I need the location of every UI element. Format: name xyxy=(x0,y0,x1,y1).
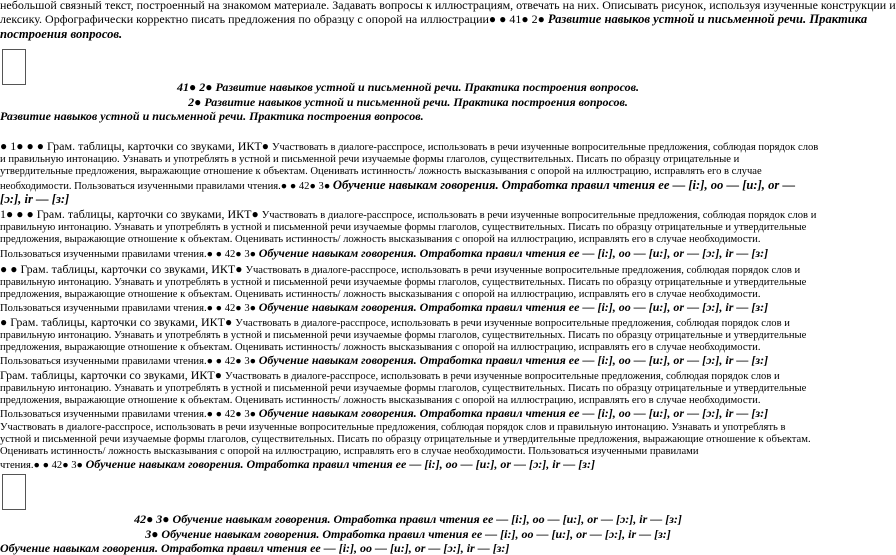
heading-line: Обучение навыкам говорения. Отработка правил чтения ee — [i:], oo — [u:], or — [ɔ:], ir — [з:] xyxy=(0,541,510,555)
block-line: предложения, выражающие отношение к объектам. Оценивать истинность/ ложность высказывания с опорой на иллюстрацию, исправлять его в случае необходимости. xyxy=(0,395,761,406)
block-line: правильную интонацию. Узнавать и употреблять в устной и письменной речи изучаемые формы глаголов, существительных. Писать по образцу отрицательные и утвердительные xyxy=(0,383,807,394)
intro-line: лексику. Орфографически корректно писать предложения по образцу с опорой на иллюстрации● ● 41● 2● Развитие навыков устной и письменной речи. Практика xyxy=(0,12,868,26)
block-line: Оценивать истинность/ ложность высказывания с опорой на иллюстрацию, исправлять его в случае необходимости. Пользоваться изученными правилами xyxy=(0,446,699,457)
intro-line: небольшой связный текст, построенный на знакомом материале. Задавать вопросы к иллюстрациям, отвечать на них. Описывать рисунок, используя изученные конструкции и xyxy=(0,0,896,12)
heading-line: 3● Обучение навыкам говорения. Отработка правил чтения ee — [i:], oo — [u:], or — [ɔ:], ir — [з:] xyxy=(145,527,671,541)
block-line: Пользоваться изученными правилами чтения.● ● 42● 3● Обучение навыкам говорения. Отработка правил чтения ee — [i:], oo — [u:], or — [ɔ:], ir — [з:] xyxy=(0,246,769,260)
intro-line: построения вопросов. xyxy=(0,27,123,41)
block-line: ● Грам. таблицы, карточки со звуками, ИКТ● Участвовать в диалоге-расспросе, использовать в речи изученные вопросительные предложения, соблюдая порядок слов и xyxy=(0,315,790,329)
block-line: и правильную интонацию. Узнавать и употреблять в устной и письменной речи изучаемые формы глаголов, существительных. Писать по образцу отрицательные и xyxy=(0,154,740,165)
block-line: [ɔ:], ir — [з:] xyxy=(0,192,70,206)
heading-line: Развитие навыков устной и письменной речи. Практика построения вопросов. xyxy=(0,109,424,123)
block-line: устной и письменной речи изучаемые формы глаголов, существительных. Писать по образцу отрицательные и утвердительные предложения, выражающие отношение к объектам. xyxy=(0,434,811,445)
block-line: чтения.● ● 42● 3● Обучение навыкам говорения. Отработка правил чтения ee — [i:], oo — [u:], or — [ɔ:], ir — [з:] xyxy=(0,457,595,471)
block-line: ● ● Грам. таблицы, карточки со звуками, ИКТ● Участвовать в диалоге-расспросе, использовать в речи изученные вопросительные предложения, соблюдая порядок слов и xyxy=(0,262,801,276)
heading-line: 41● 2● Развитие навыков устной и письменной речи. Практика построения вопросов. xyxy=(176,80,640,94)
block-line: Участвовать в диалоге-расспросе, использовать в речи изученные вопросительные предложения, соблюдая порядок слов и правильную интонацию. Узнавать и употреблять в xyxy=(0,422,786,433)
block-line: ● 1● ● ● Грам. таблицы, карточки со звуками, ИКТ● Участвовать в диалоге-расспросе, использовать в речи изученные вопросительные предложения, соблюдая порядок слов xyxy=(0,139,819,153)
block-line: утвердительные предложения, выражающие отношение к объектам. Оценивать истинность/ ложность высказывания с опорой на иллюстрацию, исправлять его в случае xyxy=(0,166,762,177)
block-line: предложения, выражающие отношение к объектам. Оценивать истинность/ ложность высказывания с опорой на иллюстрацию, исправлять его в случае необходимости. xyxy=(0,234,761,245)
block-line: правильную интонацию. Узнавать и употреблять в устной и письменной речи изучаемые формы глаголов, существительных. Писать по образцу отрицательные и утвердительные xyxy=(0,330,807,341)
block-line: Грам. таблицы, карточки со звуками, ИКТ● Участвовать в диалоге-расспросе, использовать в речи изученные вопросительные предложения, соблюдая порядок слов и xyxy=(0,368,780,382)
heading-line: 2● Развитие навыков устной и письменной речи. Практика построения вопросов. xyxy=(188,95,628,109)
block-line: правильную интонацию. Узнавать и употреблять в устной и письменной речи изучаемые формы глаголов, существительных. Писать по образцу отрицательные и утвердительные xyxy=(0,277,807,288)
block-line: Пользоваться изученными правилами чтения.● ● 42● 3● Обучение навыкам говорения. Отработка правил чтения ee — [i:], oo — [u:], or — [ɔ:], ir — [з:] xyxy=(0,353,769,367)
block-line: 1● ● ● Грам. таблицы, карточки со звуками, ИКТ● Участвовать в диалоге-расспросе, использовать в речи изученные вопросительные предложения, соблюдая порядок слов и xyxy=(0,207,817,221)
heading-line: 42● 3● Обучение навыкам говорения. Отработка правил чтения ee — [i:], oo — [u:], or — [ɔ:], ir — [з:] xyxy=(134,512,682,526)
block-line: Пользоваться изученными правилами чтения.● ● 42● 3● Обучение навыкам говорения. Отработка правил чтения ee — [i:], oo — [u:], or — [ɔ:], ir — [з:] xyxy=(0,406,769,420)
block-line: предложения, выражающие отношение к объектам. Оценивать истинность/ ложность высказывания с опорой на иллюстрацию, исправлять его в случае необходимости. xyxy=(0,289,761,300)
block-line: правильную интонацию. Узнавать и употреблять в устной и письменной речи изучаемые формы глаголов, существительных. Писать по образцу отрицательные и утвердительные xyxy=(0,222,807,233)
block-line: предложения, выражающие отношение к объектам. Оценивать истинность/ ложность высказывания с опорой на иллюстрацию, исправлять его в случае необходимости. xyxy=(0,342,761,353)
block-line: Пользоваться изученными правилами чтения.● ● 42● 3● Обучение навыкам говорения. Отработка правил чтения ee — [i:], oo — [u:], or — [ɔ:], ir — [з:] xyxy=(0,300,769,314)
image-placeholder xyxy=(2,474,26,510)
block-line: необходимости. Пользоваться изученными правилами чтения.● ● 42● 3● Обучение навыкам говорения. Отработка правил чтения ee — [i:], oo — [u:], or — xyxy=(0,178,796,192)
